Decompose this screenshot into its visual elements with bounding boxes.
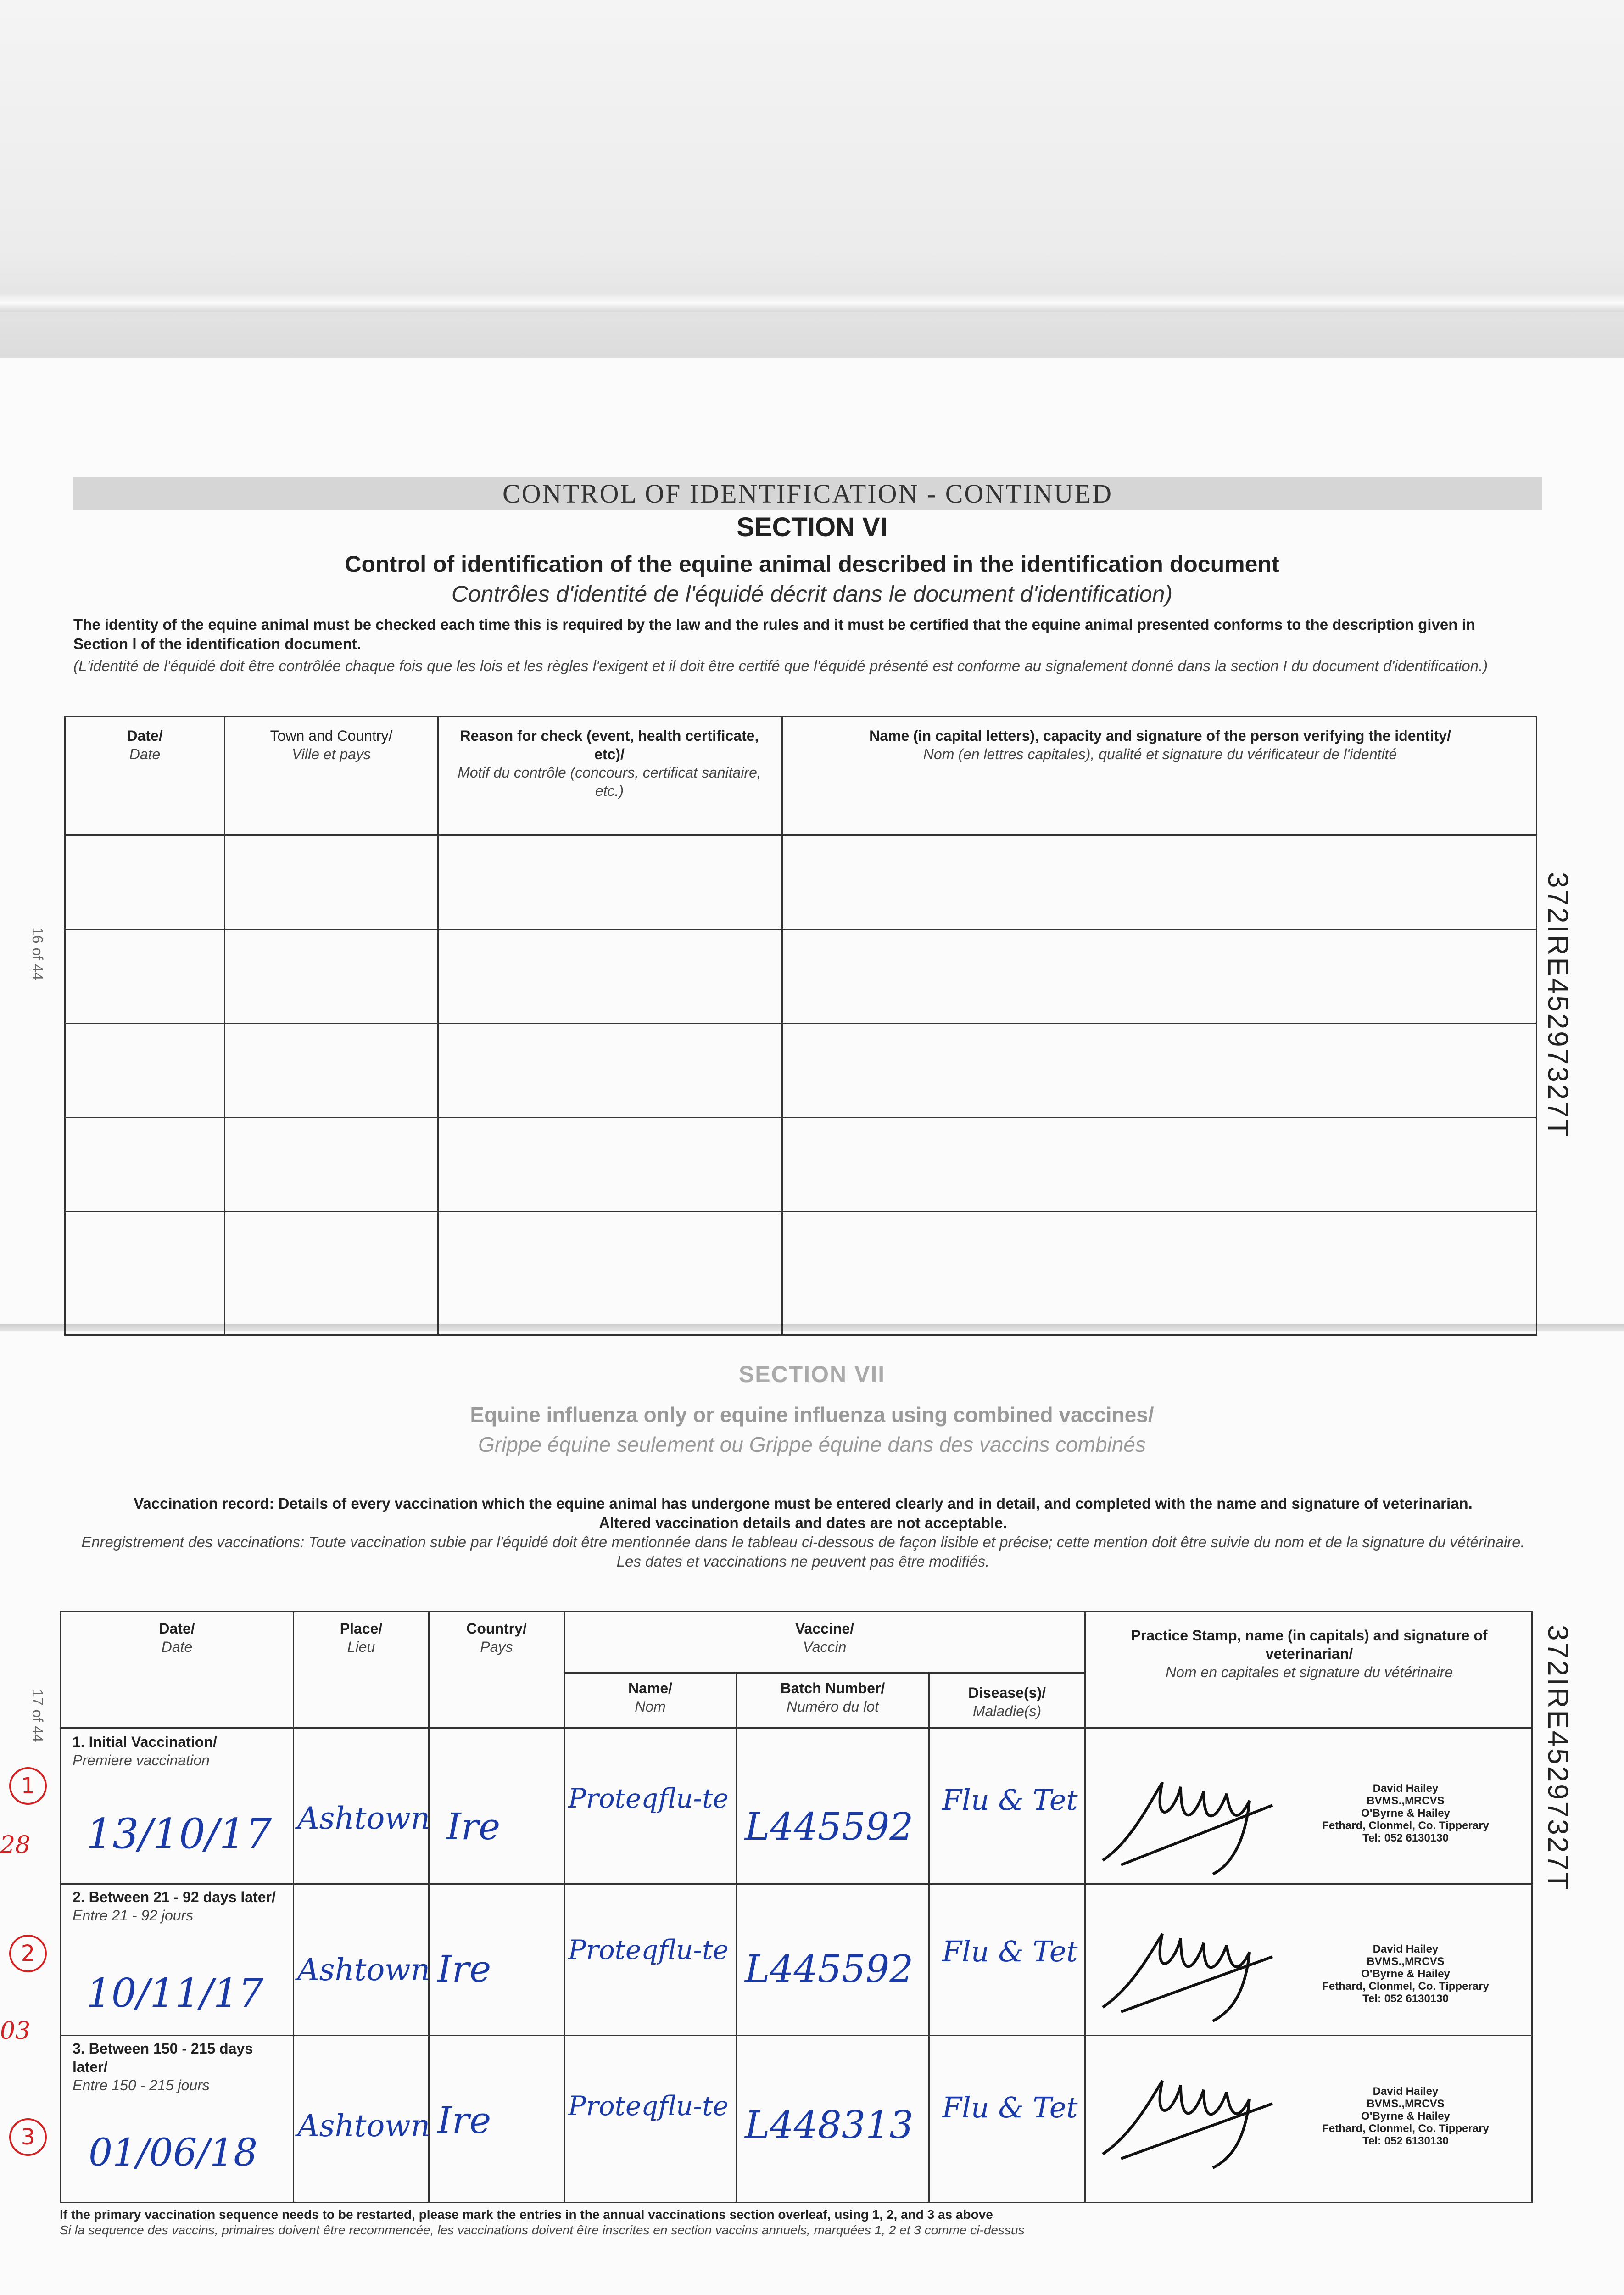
marker-circle-1: 1: [9, 1767, 47, 1805]
row-2-label: 2. Between 21 - 92 days later/ Entre 21 - 92 jours: [73, 1889, 276, 1924]
row-3-place: Ashtown: [297, 2108, 430, 2144]
row-1-date: 13/10/17: [86, 1810, 272, 1858]
side-id-upper: 372IRE45297327T: [1542, 872, 1574, 1139]
vaccination-table: [60, 1611, 1533, 2203]
identity-check-table: [64, 716, 1537, 1336]
marker-circle-3: 3: [9, 2118, 47, 2156]
section-vii-title-fr: Grippe équine seulement ou Grippe équine dans des vaccins combinés: [478, 1433, 1146, 1456]
margin-note-03: 03: [0, 2017, 31, 2045]
vaccination-record-intro: Vaccination record: Details of every vaccination which the equine animal has undergone must be entered clearly and in detail, and completed with the name and signature of veterinarian.: [134, 1495, 1473, 1512]
practice-stamp-3: David Hailey BVMS.,MRCVS O'Byrne & Hailey Fethard, Clonmel, Co. Tipperary Tel: 052 6130130: [1322, 2085, 1489, 2147]
header-practice-stamp: Practice Stamp, name (in capitals) and signature of veterinarian/ Nom en capitales et signature du vétérinaire: [1131, 1627, 1488, 1680]
row-1-place: Ashtown: [297, 1801, 430, 1836]
page-number-16: 16 of 44: [29, 927, 46, 980]
header-place: Place/ Lieu: [340, 1620, 383, 1655]
row-2-date: 10/11/17: [86, 1970, 264, 2016]
header-country: Country/ Pays: [466, 1620, 527, 1655]
page-fold: [0, 294, 1624, 312]
header-disease: Disease(s)/ Maladie(s): [968, 1685, 1046, 1719]
row-2-batch: L445592: [745, 1948, 914, 1991]
practice-stamp-1: David Hailey BVMS.,MRCVS O'Byrne & Hailey Fethard, Clonmel, Co. Tipperary Tel: 052 6130130: [1322, 1782, 1489, 1844]
header-batch-number: Batch Number/ Numéro du lot: [780, 1680, 885, 1715]
section-vii-title: Equine influenza only or equine influenza using combined vaccines/: [470, 1403, 1154, 1427]
row-3-country: Ire: [437, 2099, 491, 2142]
vaccination-record-intro-fr: Enregistrement des vaccinations: Toute vaccination subie par l'équidé doit être mentionnée dans le tableau ci-dessous de façon lisible et précise; cette mention doit être suivie du nom et de la signature du vétérinaire. Les dates et vaccinations ne peuvent pas être modifiés.: [81, 1534, 1525, 1570]
row-3-batch: L448313: [745, 2104, 914, 2147]
section-vi-title: Control of identification of the equine animal described in the identification document: [345, 551, 1279, 577]
row-1-label: 1. Initial Vaccination/ Premiere vaccination: [73, 1734, 217, 1769]
header-vaccine-name: Name/ Nom: [628, 1680, 673, 1715]
section-vi-title-fr: Contrôles d'identité de l'équidé décrit dans le document d'identification): [451, 581, 1173, 607]
section-vii-label: SECTION VII: [738, 1361, 886, 1387]
row-1-batch: L445592: [745, 1805, 914, 1849]
row-2-country: Ire: [437, 1948, 491, 1990]
col-town-country: Town and Country/ Ville et pays: [270, 728, 393, 762]
section-banner: CONTROL OF IDENTIFICATION - CONTINUED: [73, 477, 1542, 510]
header-vaccine: Vaccine/ Vaccin: [795, 1620, 854, 1655]
side-id-lower: 372IRE45297327T: [1542, 1625, 1574, 1892]
marker-circle-2: 2: [9, 1935, 47, 1972]
row-1-disease: Flu & Tet: [942, 1783, 1078, 1817]
margin-note-28: 28: [0, 1831, 31, 1859]
section-vi-intro-fr: (L'identité de l'équidé doit être contrôlée chaque fois que les lois et les règles l'exigent et il doit être certifé que l'équidé présenté est conforme au signalement donné dans la section I du document d'identification.): [73, 657, 1488, 674]
page-number-17: 17 of 44: [29, 1689, 46, 1742]
row-1-vaccine-name: Proteqflu-te: [568, 1783, 729, 1814]
row-2-place: Ashtown: [297, 1952, 430, 1987]
row-3-vaccine-name: Proteqflu-te: [568, 2090, 729, 2121]
vet-signature-2: [1094, 1906, 1286, 2026]
vet-signature-3: [1094, 2053, 1286, 2172]
header-date: Date/ Date: [159, 1620, 195, 1655]
footnote-fr: Si la sequence des vaccins, primaires doivent être recommencée, les vaccinations doivent être inscrites en section vaccins annuels, marquées 1, 2 et 3 comme ci-dessus: [60, 2223, 1025, 2237]
row-3-date: 01/06/18: [89, 2131, 258, 2175]
col-date: Date/ Date: [127, 728, 163, 762]
section-vi-intro: The identity of the equine animal must be checked each time this is required by the law and the rules and it must be certified that the equine animal presented conforms to the description given in Section I of the identification document.: [73, 616, 1475, 652]
practice-stamp-2: David Hailey BVMS.,MRCVS O'Byrne & Hailey Fethard, Clonmel, Co. Tipperary Tel: 052 6130130: [1322, 1943, 1489, 2005]
vet-signature-1: [1094, 1750, 1286, 1879]
section-vi-label: SECTION VI: [737, 512, 887, 542]
col-verifier: Name (in capital letters), capacity and signature of the person verifying the identity/ Nom (en lettres capitales), qualité et signature du vérificateur de l'identité: [869, 728, 1451, 762]
vaccination-record-warning: Altered vaccination details and dates are not acceptable.: [599, 1514, 1007, 1531]
col-reason: Reason for check (event, health certificate, etc)/ Motif du contrôle (concours, certificat sanitaire, etc.): [458, 728, 761, 799]
row-3-disease: Flu & Tet: [942, 2091, 1078, 2124]
row-2-disease: Flu & Tet: [942, 1935, 1078, 1968]
footnote: If the primary vaccination sequence needs to be restarted, please mark the entries in the annual vaccinations section overleaf, using 1, 2, and 3 as above: [60, 2207, 993, 2222]
row-2-vaccine-name: Proteqflu-te: [568, 1934, 729, 1965]
row-3-label: 3. Between 150 - 215 days later/ Entre 150 - 215 jours: [73, 2040, 253, 2093]
row-1-country: Ire: [446, 1805, 501, 1848]
